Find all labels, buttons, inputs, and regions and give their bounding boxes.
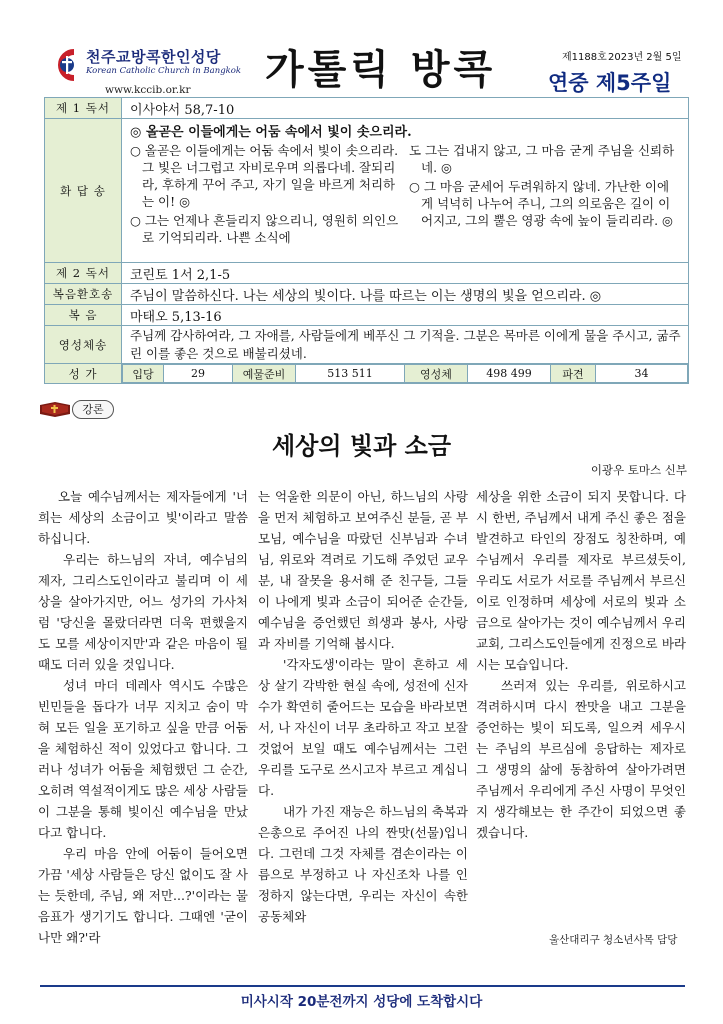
author-affiliation: 울산대리구 청소년사목 담당 [549,934,678,946]
psalm-label: 화 답 송 [45,119,122,263]
psalm-response: ◎ 올곧은 이들에게는 어둠 속에서 빛이 솟으리라. [130,125,412,140]
dismissal-value: 34 [596,365,688,383]
paragraph: '각자도생'이라는 말이 흔하고 세상 살기 각박한 현실 속에, 성전에 신자 수가 확연히 줄어드는 모습을 바라보면서, 나 자신이 너무 초라하고 작고 보잘것없어 보일 때도 예수님께서는 그런 우리를 도구로 쓰시고자 부르고 계십니다. [258,657,468,798]
first-reading-value: 이사야서 58,7-10 [122,98,689,119]
psalm-verse: ○ 올곧은 이들에게는 어둠 속에서 빛이 솟으리라. 그 빛은 너그럽고 자비로우며 의롭다네. 잘되리라, 후하게 꾸어 주고, 자기 일을 바르게 처리하는 이! ◎ [130,143,399,209]
sermon-column-3 [476,486,686,843]
website-link[interactable]: www.kccib.or.kr [105,84,191,96]
hymn-label: 성 가 [45,364,122,384]
newsletter-title: 가톨릭 방콕 [265,47,497,93]
church-name-english: Korean Catholic Church in Bangkok [86,66,242,76]
entrance-value: 29 [164,365,233,383]
readings-table [44,97,689,384]
gospel-value: 마태오 5,13-16 [122,305,689,326]
second-reading-value: 코린토 1서 2,1-5 [122,263,689,284]
sermon-column-2 [258,486,468,927]
psalm-verse: ○ 그는 언제나 흔들리지 않으리니, 영원히 의인으로 기억되리라. 나쁜 소식에 [130,213,399,245]
church-name: 천주교방콕한인성당 [86,48,221,66]
sermon-tag: 강론 [72,400,114,419]
second-reading-label: 제 2 독서 [45,263,122,284]
first-reading-label: 제 1 독서 [45,98,122,119]
paragraph: 성녀 마더 데레사 역시도 수많은 빈민들을 돕다가 너무 지치고 숨이 막혀 모든 일을 포기하고 싶을 만큼 어둠을 체험하신 적이 있었다고 합니다. 그러나 성녀가 어둠을 체험했던 그 순간, 오히려 역설적이게도 많은 세상 사람들이 그분을 통해 빛이신 예수님을 만났다고 합니다. [38,678,248,840]
psalm-left-column [130,142,401,248]
footer-divider [40,985,685,987]
sermon-title: 세상의 빛과 소금 [272,432,451,460]
hymn-table [122,364,688,383]
issue-date: 2023년 2월 5일 [608,52,682,63]
hymn-cell [122,364,689,384]
issue-number: 제1188호 [562,52,607,63]
sermon-author: 이광우 토마스 신부 [590,463,687,477]
paragraph: 는 억울한 의문이 아닌, 하느님의 사랑을 먼저 체험하고 보여주신 분들, 곧 부모님, 예수님을 따랐던 신부님과 수녀님, 위로와 격려로 기도해 주었던 교우분, 내 잘못을 용서해 준 친구들, 그들이 나에게 빛과 소금이 되어준 순간들, 예수님을 증언했던 희생과 봉사, 사랑과 자비를 기억해 봅시다. [258,489,468,651]
alleluia-label: 복음환호송 [45,284,122,305]
psalm-right-column [409,142,680,248]
psalm-verse: 도 그는 겁내지 않고, 그 마음 굳게 주님을 신뢰하네. ◎ [409,143,675,175]
communion-hymn-label: 영성체 [405,365,468,383]
offertory-label: 예물준비 [233,365,296,383]
paragraph: 내가 가진 재능은 하느님의 축복과 은총으로 주어진 나의 짠맛(선물)입니다. 그런데 그것 자체를 겸손이라는 이름으로 부정하고 나 자신조차 나를 인정하지 않는다면, 우리는 자신이 속한 공동체와 [258,804,468,924]
offertory-value: 513 511 [296,365,405,383]
paragraph: 우리 마음 안에 어둠이 들어오면 가끔 '세상 사람들은 당신 없이도 잘 사는 듯한데, 주님, 왜 저만...?'이라는 물음표가 생기기도 합니다. 그때엔 '굳이 나만 왜?'라 [38,846,248,945]
church-logo [52,48,82,82]
communion-antiphon-value: 주님께 감사하여라, 그 자애를, 사람들에게 베푸신 그 기적을. 그분은 목마른 이에게 물을 주시고, 굶주린 이를 좋은 것으로 배불리셨네. [122,326,689,364]
gospel-label: 복 음 [45,305,122,326]
liturgical-season: 연중 제5주일 [548,71,672,95]
entrance-label: 입당 [123,365,164,383]
communion-antiphon-label: 영성체송 [45,326,122,364]
paragraph: 쓰러져 있는 우리를, 위로하시고 격려하시며 다시 짠맛을 내고 그분을 증언하는 빛이 되도록, 일으켜 세우시는 주님의 부르심에 응답하는 제자로 그 생명의 삶에 동참하여 살아가려면 주님께서 우리에게 주신 사명이 무엇인지 생각해보는 한 주간이 되었으면 좋겠습니다. [476,678,686,840]
alleluia-value: 주님이 말씀하신다. 나는 세상의 빛이다. 나를 따르는 이는 생명의 빛을 얻으리라. ◎ [122,284,689,305]
footer-notice: 미사시작 20분전까지 성당에 도착합시다 [240,994,483,1010]
sermon-column-1 [38,486,248,948]
paragraph: 우리는 하느님의 자녀, 예수님의 제자, 그리스도인이라고 불리며 이 세상을 살아가지만, 어느 성가의 가사처럼 '당신을 몰랐더라면 더욱 편했을지도 모를 세상이지만'과 같은 마음이 될 때도 더러 있을 것입니다. [38,552,248,672]
paragraph: 세상을 위한 소금이 되지 못합니다. 다시 한번, 주님께서 내게 주신 좋은 점을 발견하고 타인의 장점도 칭찬하며, 예수님께서 우리를 제자로 부르셨듯이, 우리도 서로가 서로를 주님께서 부르신 이로 인정하며 세상에 서로의 빛과 소금으로 살아가는 것이 예수님께서 우리 교회, 그리스도인들에게 진정으로 바라시는 모습입니다. [476,489,686,672]
communion-hymn-value: 498 499 [468,365,551,383]
psalm-cell [122,119,689,263]
dismissal-label: 파견 [551,365,596,383]
paragraph: 오늘 예수님께서는 제자들에게 '너희는 세상의 소금이고 빛'이라고 말씀하십니다. [38,489,248,546]
psalm-verse: ○ 그 마음 굳세어 두려워하지 않네. 가난한 이에게 넉넉히 나누어 주니, 그의 의로움은 길이 이어지고, 그의 뿔은 영광 속에 높이 들리리라. ◎ [409,179,673,228]
